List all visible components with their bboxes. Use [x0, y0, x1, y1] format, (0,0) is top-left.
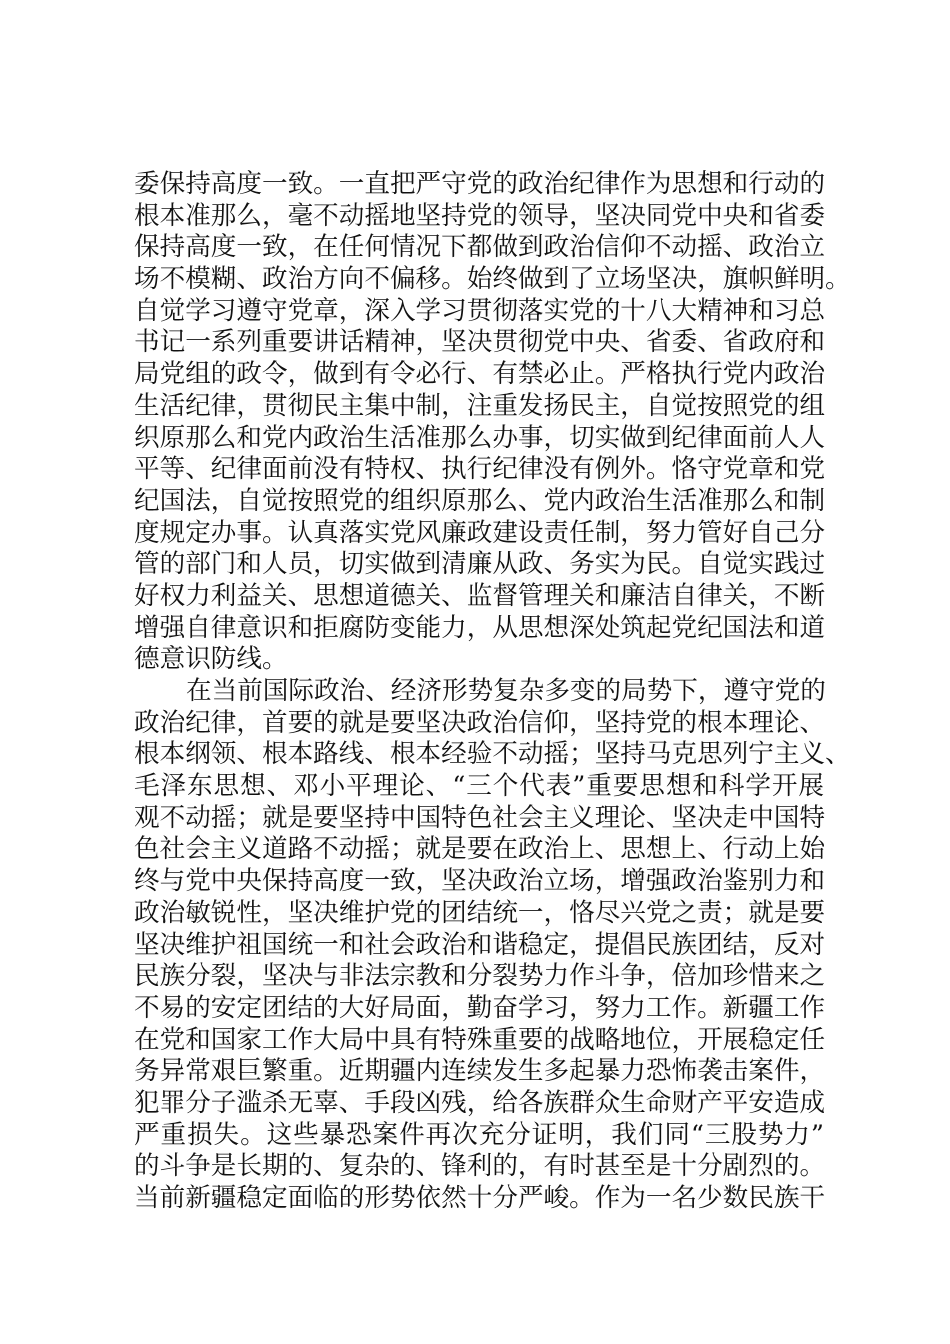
- paragraph-line: 的斗争是长期的、复杂的、锋利的，有时甚至是十分剧烈的。: [134, 1151, 826, 1182]
- paragraph-2: [134, 676, 851, 1215]
- paragraph-line: 政治敏锐性，坚决维护党的团结统一，恪尽兴党之责；就是要: [134, 897, 826, 928]
- paragraph-line: 增强自律意识和拒腐防变能力，从思想深处筑起党纪国法和道: [134, 612, 826, 643]
- paragraph-line: 书记一系列重要讲话精神，坚决贯彻党中央、省委、省政府和: [134, 327, 826, 358]
- paragraph-line: 根本准那么，毫不动摇地坚持党的领导，坚决同党中央和省委: [134, 200, 826, 231]
- paragraph-line: 委保持高度一致。一直把严守党的政治纪律作为思想和行动的: [134, 169, 826, 199]
- paragraph-line: 在党和国家工作大局中具有特殊重要的战略地位，开展稳定任: [134, 1024, 826, 1055]
- paragraph-line: 局党组的政令，做到有令必行、有禁必止。严格执行党内政治: [134, 359, 826, 390]
- paragraph-line: 保持高度一致，在任何情况下都做到政治信仰不动摇、政治立: [134, 232, 826, 263]
- paragraph-line: 观不动摇；就是要坚持中国特色社会主义理论、坚决走中国特: [134, 802, 826, 833]
- paragraph-line: 根本纲领、根本路线、根本经验不动摇；坚持马克思列宁主义、: [134, 739, 851, 770]
- body-text: [134, 169, 851, 1215]
- paragraph-line: 不易的安定团结的大好局面，勤奋学习，努力工作。新疆工作: [134, 992, 826, 1023]
- paragraph-line: 自觉学习遵守党章，深入学习贯彻落实党的十八大精神和习总: [134, 295, 826, 326]
- paragraph-line: 德意识防线。: [134, 644, 288, 675]
- paragraph-line: 当前新疆稳定面临的形势依然十分严峻。作为一名少数民族干: [134, 1183, 826, 1213]
- paragraph-line: 度规定办事。认真落实党风廉政建设责任制，努力管好自己分: [134, 517, 826, 548]
- paragraph-line: 纪国法，自觉按照党的组织原那么、党内政治生活准那么和制: [134, 485, 826, 516]
- paragraph-line: 生活纪律，贯彻民主集中制，注重发扬民主，自觉按照党的组: [134, 390, 826, 421]
- paragraph-line: 终与党中央保持高度一致，坚决政治立场，增强政治鉴别力和: [134, 866, 826, 897]
- paragraph-line: 政治纪律，首要的就是要坚决政治信仰，坚持党的根本理论、: [134, 707, 826, 738]
- paragraph-line: 犯罪分子滥杀无辜、手段凶残，给各族群众生命财产平安造成: [134, 1087, 826, 1118]
- paragraph-line: 管的部门和人员，切实做到清廉从政、务实为民。自觉实践过: [134, 549, 826, 580]
- paragraph-line: 在当前国际政治、经济形势复杂多变的局势下，遵守党的: [186, 676, 826, 706]
- paragraph-line: 务异常艰巨繁重。近期疆内连续发生多起暴力恐怖袭击案件，: [134, 1056, 826, 1087]
- paragraph-line: 坚决维护祖国统一和社会政治和谐稳定，提倡民族团结，反对: [134, 929, 826, 960]
- paragraph-1: [134, 169, 851, 676]
- paragraph-line: 毛泽东思想、邓小平理论、“三个代表”重要思想和科学开展: [134, 771, 824, 802]
- paragraph-line: 场不模糊、政治方向不偏移。始终做到了立场坚决，旗帜鲜明。: [134, 264, 851, 295]
- paragraph-line: 色社会主义道路不动摇；就是要在政治上、思想上、行动上始: [134, 834, 826, 865]
- paragraph-line: 严重损失。这些暴恐案件再次充分证明，我们同“三股势力”: [134, 1119, 824, 1150]
- paragraph-line: 好权力利益关、思想道德关、监督管理关和廉洁自律关，不断: [134, 580, 826, 611]
- paragraph-line: 民族分裂，坚决与非法宗教和分裂势力作斗争，倍加珍惜来之: [134, 961, 826, 992]
- paragraph-line: 织原那么和党内政治生活准那么办事，切实做到纪律面前人人: [134, 422, 826, 453]
- paragraph-line: 平等、纪律面前没有特权、执行纪律没有例外。恪守党章和党: [134, 454, 826, 485]
